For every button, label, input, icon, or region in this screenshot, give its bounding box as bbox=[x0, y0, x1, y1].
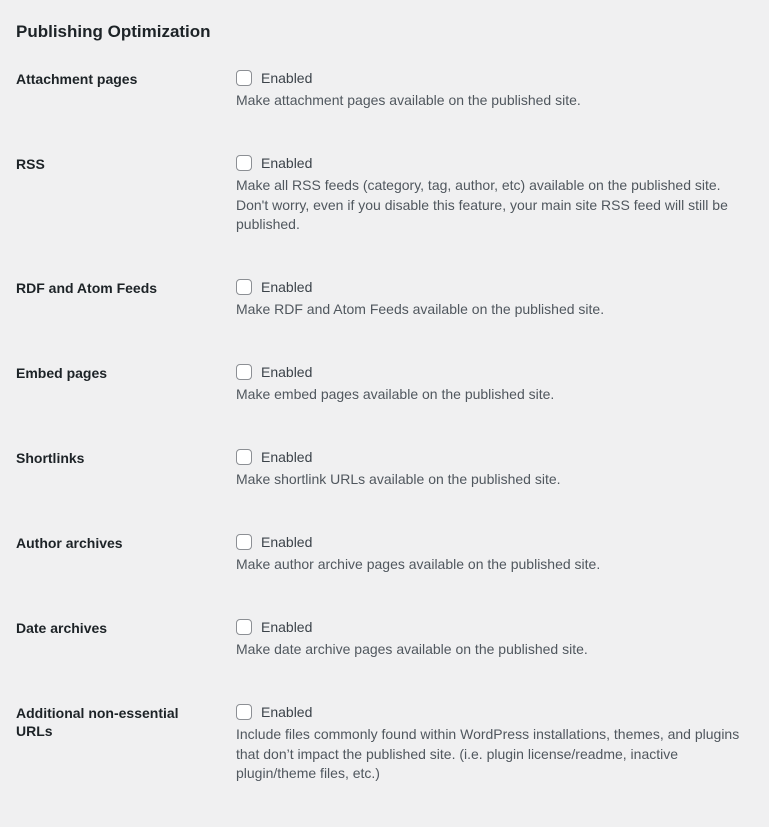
setting-description: Make shortlink URLs available on the published site. bbox=[236, 471, 561, 487]
shortlinks-checkbox[interactable] bbox=[236, 449, 252, 465]
embed-pages-checkbox[interactable] bbox=[236, 364, 252, 380]
setting-label: Attachment pages bbox=[16, 71, 138, 87]
checkbox-label: Enabled bbox=[261, 70, 313, 86]
date-archives-toggle[interactable] bbox=[236, 617, 312, 637]
checkbox-label: Enabled bbox=[261, 534, 313, 550]
setting-description: Make date archive pages available on the published site. bbox=[236, 641, 588, 657]
setting-description: Make RDF and Atom Feeds available on the published site. bbox=[236, 301, 605, 317]
rss-checkbox[interactable] bbox=[236, 155, 252, 171]
author-archives-toggle[interactable] bbox=[236, 532, 312, 552]
setting-label: Date archives bbox=[16, 620, 108, 636]
rdf-atom-feeds-checkbox[interactable] bbox=[236, 279, 252, 295]
setting-description: Make author archive pages available on the published site. bbox=[236, 556, 601, 572]
rdf-atom-feeds-toggle[interactable] bbox=[236, 277, 312, 297]
setting-label: RDF and Atom Feeds bbox=[16, 280, 158, 296]
setting-label: RSS bbox=[16, 156, 45, 172]
checkbox-label: Enabled bbox=[261, 449, 313, 465]
setting-description: Include files commonly found within WordPress installations, themes, and plugins that don’t impact the published site. (i.e. plugin license/readme, inactive plugin/theme files, etc.) bbox=[236, 726, 740, 781]
attachment-pages-checkbox[interactable] bbox=[236, 70, 252, 86]
setting-label: Author archives bbox=[16, 535, 123, 551]
additional-non-essential-urls-checkbox[interactable] bbox=[236, 704, 252, 720]
date-archives-checkbox[interactable] bbox=[236, 619, 252, 635]
checkbox-label: Enabled bbox=[261, 619, 313, 635]
shortlinks-toggle[interactable] bbox=[236, 447, 312, 467]
additional-non-essential-urls-toggle[interactable] bbox=[236, 702, 312, 722]
setting-label: Additional non-essential URLs bbox=[16, 705, 179, 739]
setting-description: Make embed pages available on the published site. bbox=[236, 386, 555, 402]
checkbox-label: Enabled bbox=[261, 704, 313, 720]
rss-toggle[interactable] bbox=[236, 153, 312, 173]
author-archives-checkbox[interactable] bbox=[236, 534, 252, 550]
checkbox-label: Enabled bbox=[261, 279, 313, 295]
setting-description: Make all RSS feeds (category, tag, author, etc) available on the published site. Don't worry, even if you disable this feature, your main site RSS feed will still be published. bbox=[236, 177, 728, 232]
embed-pages-toggle[interactable] bbox=[236, 362, 312, 382]
setting-label: Embed pages bbox=[16, 365, 108, 381]
section-title: Publishing Optimization bbox=[16, 22, 211, 41]
attachment-pages-toggle[interactable] bbox=[236, 68, 312, 88]
checkbox-label: Enabled bbox=[261, 155, 313, 171]
setting-label: Shortlinks bbox=[16, 450, 85, 466]
checkbox-label: Enabled bbox=[261, 364, 313, 380]
setting-description: Make attachment pages available on the published site. bbox=[236, 92, 581, 108]
